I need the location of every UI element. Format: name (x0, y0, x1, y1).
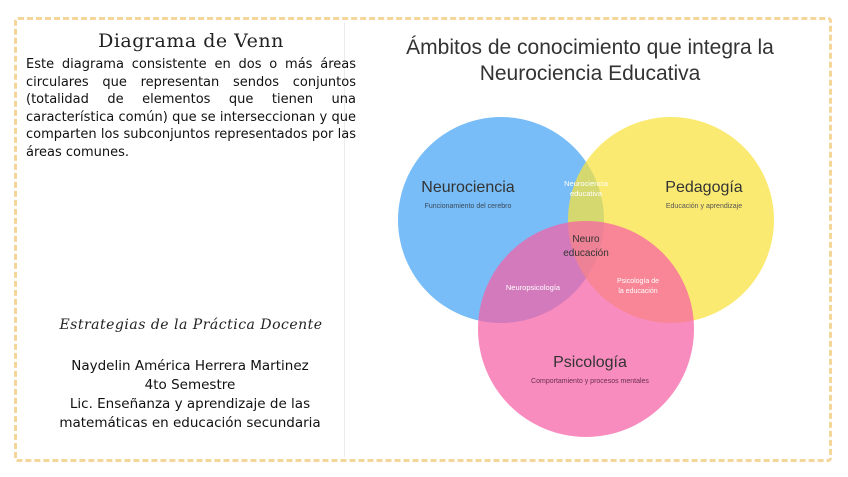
label-neurociencia: Neurociencia (421, 179, 515, 196)
credits (40, 357, 340, 433)
course-subtitle: Estrategias de la Práctica Docente (59, 317, 323, 333)
sublabel-pedagogia: Educación y aprendizaje (665, 203, 743, 210)
diagram-title-line1: Ámbitos de conocimiento que integra la (406, 36, 774, 59)
label-neuroeducacion-1: Neuro (572, 234, 600, 245)
venn-description: Este diagrama consistente en dos o más áreas circulares que representan sendos conjuntos (totalidad de elementos que tienen una característica común) que se interseccionan y que comparten los subconjuntos representados por las áreas comunes. (26, 57, 356, 160)
semester: 4to Semestre (144, 377, 236, 393)
label-psicologia-educacion-1: Psicología de (616, 278, 660, 285)
label-psicologia-educacion-2: la educación (618, 288, 658, 295)
label-neurociencia-educativa-1: Neurociencia (564, 179, 608, 188)
sublabel-psicologia: Comportamiento y procesos mentales (531, 378, 649, 385)
label-pedagogia: Pedagogía (665, 179, 743, 196)
sublabel-neurociencia: Funcionamiento del cerebro (424, 203, 512, 210)
left-title: Diagrama de Venn (98, 30, 284, 52)
author-name: Naydelin América Herrera Martinez (71, 358, 309, 374)
label-psicologia: Psicología (553, 354, 627, 371)
label-neuroeducacion-2: educación (563, 248, 609, 259)
diagram-title-line2: Neurociencia Educativa (479, 62, 701, 85)
label-neurociencia-educativa-2: educativa (569, 189, 603, 198)
venn-diagram (346, 22, 828, 458)
label-neuropsicologia: Neuropsicología (505, 283, 561, 292)
degree: Lic. Enseñanza y aprendizaje de las matemáticas en educación secundaria (59, 396, 321, 431)
